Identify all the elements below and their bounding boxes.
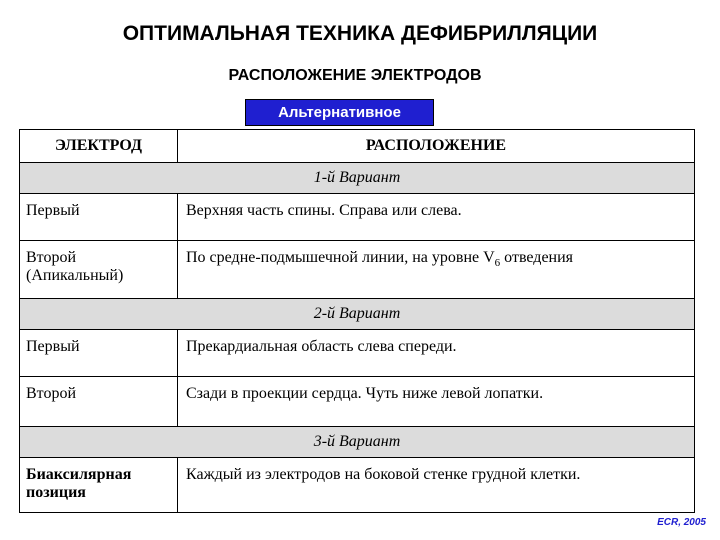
table-row: [20, 241, 695, 299]
electrode-cell: Первый: [20, 330, 178, 377]
header-position: РАСПОЛОЖЕНИЕ: [178, 130, 695, 163]
lead-subscript: 6: [494, 257, 501, 270]
electrode-table: [19, 129, 695, 513]
section-title-2: 2-й Вариант: [20, 299, 695, 330]
position-cell: Верхняя часть спины. Справа или слева.: [178, 194, 695, 241]
electrode-cell: Второй (Апикальный): [20, 241, 178, 299]
alternative-badge: Альтернативное: [245, 99, 434, 126]
header-electrode: ЭЛЕКТРОД: [20, 130, 178, 163]
table-row: [20, 194, 695, 241]
section-row: [20, 299, 695, 330]
page-title: ОПТИМАЛЬНАЯ ТЕХНИКА ДЕФИБРИЛЛЯЦИИ: [122, 22, 598, 45]
position-cell: Прекардиальная область слева спереди.: [178, 330, 695, 377]
page-subtitle: РАСПОЛОЖЕНИЕ ЭЛЕКТРОДОВ: [228, 67, 482, 84]
position-cell: Каждый из электродов на боковой стенке грудной клетки.: [178, 458, 695, 513]
table-row: [20, 377, 695, 427]
position-text-end: отведения: [500, 249, 574, 266]
position-text: По средне-подмышечной линии, на уровне V: [186, 249, 495, 266]
section-row: [20, 427, 695, 458]
electrode-cell: Первый: [20, 194, 178, 241]
position-cell: Сзади в проекции сердца. Чуть ниже левой лопатки.: [178, 377, 695, 427]
section-title-1: 1-й Вариант: [20, 163, 695, 194]
footer-credit: ECR, 2005: [657, 517, 706, 528]
position-cell: [178, 241, 695, 299]
electrode-cell: Биаксилярная позиция: [20, 458, 178, 513]
table-row: [20, 458, 695, 513]
section-title-3: 3-й Вариант: [20, 427, 695, 458]
electrode-cell: Второй: [20, 377, 178, 427]
section-row: [20, 163, 695, 194]
table-header-row: [20, 130, 695, 163]
table-row: [20, 330, 695, 377]
